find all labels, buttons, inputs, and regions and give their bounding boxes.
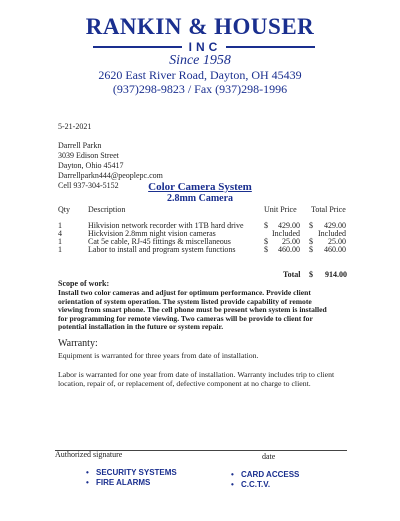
item-qty: 1 xyxy=(58,245,62,254)
item-description: Hikvision network recorder with 1TB hard drive xyxy=(88,221,244,230)
since-tagline: Since 1958 xyxy=(169,53,231,68)
scope-heading: Scope of work: xyxy=(58,279,110,288)
item-total-price: Included xyxy=(318,229,346,238)
item-total-price: 25.00 xyxy=(328,237,346,246)
scope-line: Install two color cameras and adjust for optimum performance. Provide client xyxy=(58,288,311,297)
service-item xyxy=(86,478,150,487)
item-unit-price: Included xyxy=(272,229,300,238)
customer-city: Dayton, Ohio 45417 xyxy=(58,161,124,170)
item-total-currency: $ xyxy=(309,245,313,254)
item-unit-currency: $ xyxy=(264,221,268,230)
item-unit-price: 25.00 xyxy=(282,237,300,246)
service-label: C.C.T.V. xyxy=(241,480,271,489)
item-total-price: 429.00 xyxy=(324,221,346,230)
item-total-currency: $ xyxy=(309,221,313,230)
scope-line: orientation of system operation. The system listed provide capability of remote xyxy=(58,296,312,306)
item-unit-currency: $ xyxy=(264,237,268,246)
warranty-labor-line: location, repair of, or replacement of, defective component at no charge to client. xyxy=(58,379,311,388)
total-value: 914.00 xyxy=(325,270,347,279)
total-label: Total xyxy=(283,270,301,279)
company-name: RANKIN & HOUSER xyxy=(85,14,315,39)
quote-title: Color Camera System xyxy=(148,181,252,193)
signature-label: Authorized signature xyxy=(55,450,123,459)
inc-text: INC xyxy=(188,40,222,54)
scope-line: potential installation in the future or system repair. xyxy=(58,322,224,332)
item-unit-price: 429.00 xyxy=(278,221,300,230)
item-description: Hickvision 2.8mm night vision cameras xyxy=(88,229,216,238)
scope-line: for programming for remote viewing. Two cameras will be provide to client for xyxy=(58,313,313,323)
header-description: Description xyxy=(88,205,126,214)
service-item xyxy=(231,470,299,479)
header-total-price: Total Price xyxy=(311,205,346,214)
item-total-price: 460.00 xyxy=(324,245,346,254)
customer-email: Darrellparkn444@peoplepc.com xyxy=(58,171,163,180)
item-qty: 1 xyxy=(58,237,62,246)
warranty-labor xyxy=(58,370,348,388)
signature-date-label: date xyxy=(262,452,276,461)
item-description: Labor to install and program system functions xyxy=(88,245,236,254)
header-unit-price: Unit Price xyxy=(264,205,297,214)
bullet-icon: • xyxy=(231,470,234,479)
bullet-icon: • xyxy=(86,468,89,477)
company-address: 2620 East River Road, Dayton, OH 45439 xyxy=(98,68,302,82)
company-phones: (937)298-9823 / Fax (937)298-1996 xyxy=(112,82,288,96)
document-date: 5-21-2021 xyxy=(58,122,92,131)
inc-row xyxy=(93,40,315,54)
customer-cell: Cell 937-304-5152 xyxy=(58,181,119,190)
total-currency: $ xyxy=(309,270,313,279)
bullet-icon: • xyxy=(86,478,89,487)
warranty-labor-line: Labor is warranted for one year from date of installation. Warranty includes trip to client xyxy=(58,370,335,379)
item-total-currency: $ xyxy=(309,237,313,246)
warranty-heading: Warranty: xyxy=(58,338,98,349)
scope-line: viewing from smart phone. The cell phone must be present when system is installed xyxy=(58,305,327,315)
item-description: Cat 5e cable, RJ-45 fittings & miscellaneous xyxy=(88,237,231,246)
inc-rule-right xyxy=(226,46,315,48)
header-qty: Qty xyxy=(58,205,70,214)
scope-text xyxy=(58,289,358,332)
service-label: FIRE ALARMS xyxy=(96,478,151,487)
warranty-equipment: Equipment is warranted for three years from date of installation. xyxy=(58,351,259,360)
bullet-icon: • xyxy=(231,480,234,489)
inc-rule-left xyxy=(93,46,182,48)
item-qty: 1 xyxy=(58,221,62,230)
item-unit-price: 460.00 xyxy=(278,245,300,254)
service-label: SECURITY SYSTEMS xyxy=(96,468,177,477)
service-label: CARD ACCESS xyxy=(241,470,300,479)
service-item xyxy=(231,480,270,489)
customer-street: 3039 Edison Street xyxy=(58,151,119,160)
quote-subtitle: 2.8mm Camera xyxy=(166,193,234,204)
service-item xyxy=(86,468,177,477)
item-qty: 4 xyxy=(58,229,62,238)
item-unit-currency: $ xyxy=(264,245,268,254)
customer-name: Darrell Parkn xyxy=(58,141,102,150)
